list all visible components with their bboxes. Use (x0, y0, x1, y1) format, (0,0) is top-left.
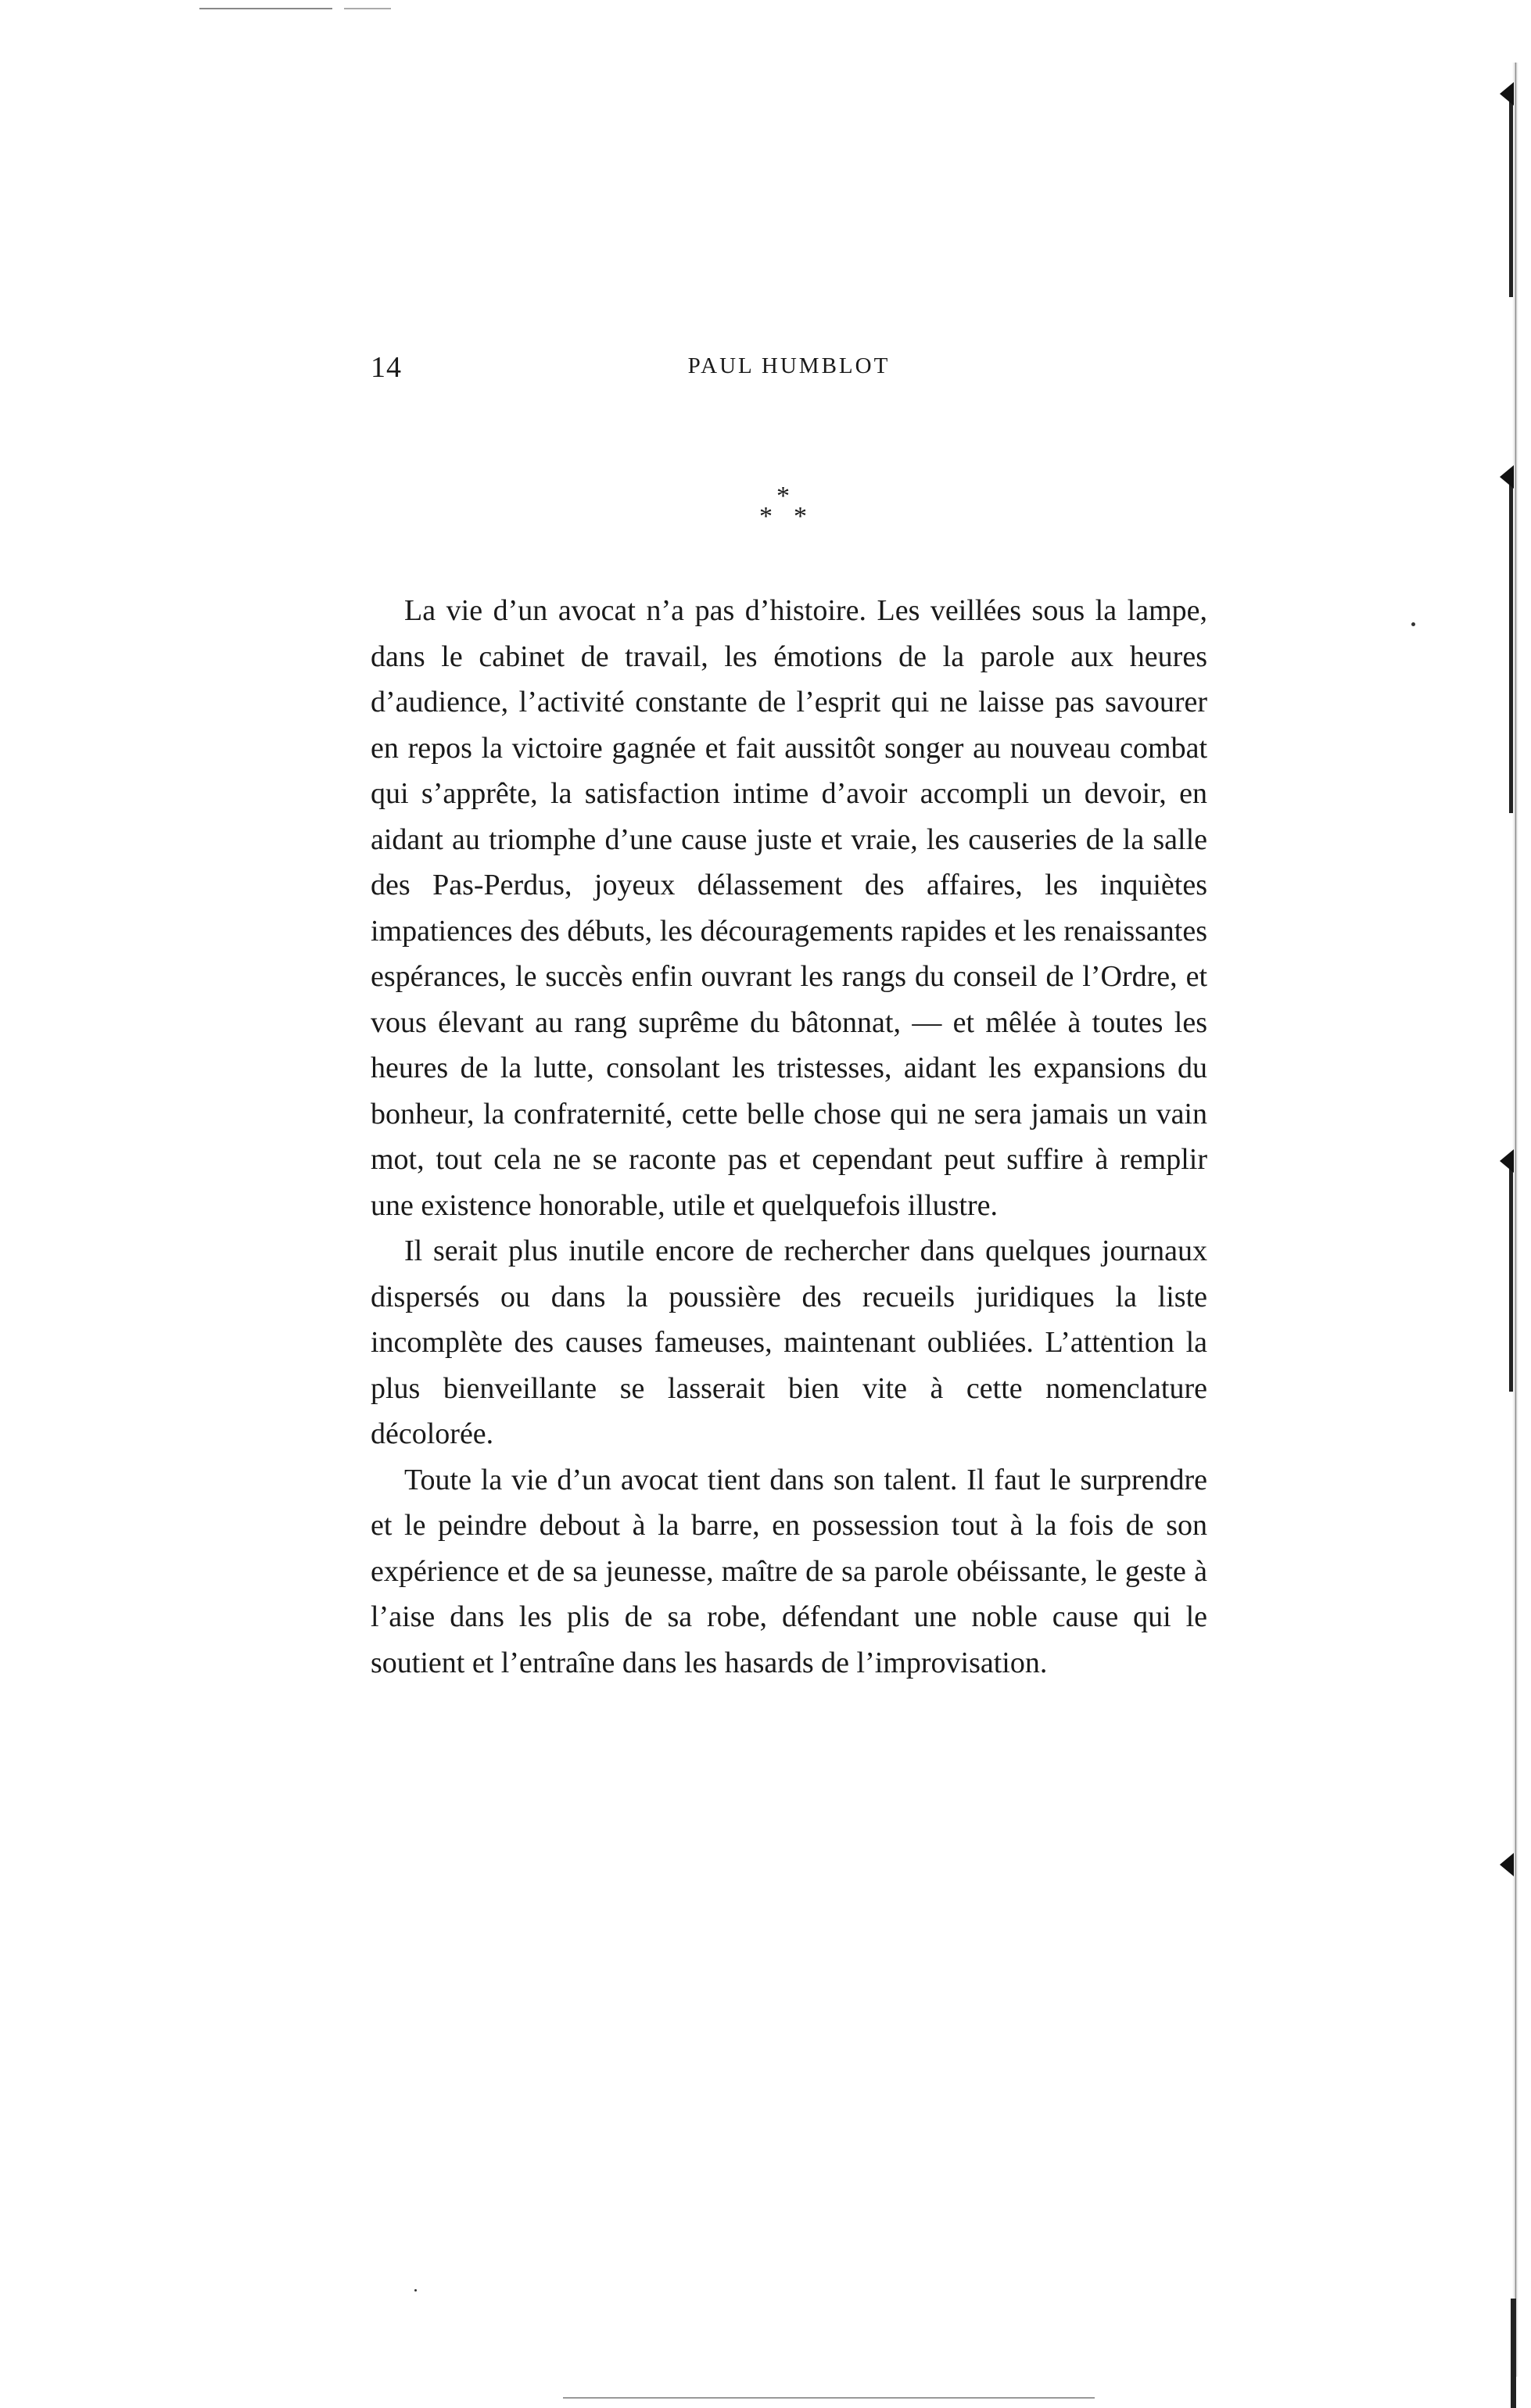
section-asterism (747, 483, 825, 538)
scan-edge-mark (1500, 465, 1514, 489)
asterism-star: * (759, 502, 773, 531)
scan-edge-mark (1500, 1149, 1514, 1173)
scan-edge-shadow (1509, 1157, 1513, 1392)
scan-top-rule-short (344, 8, 391, 9)
scan-edge-shadow (1509, 485, 1513, 813)
paragraph: Il serait plus inutile encore de rechercher dans quelques journaux dispersés ou dans la poussière des recueils juridiques la liste incomplète des causes fameuses, maintenant oubliées. L’attention la plus bienveillante se lasserait bien vite à cette nomenclature décolorée. (371, 1234, 1207, 1450)
paragraph: Toute la vie d’un avocat tient dans son talent. Il faut le surprendre et le peindre debout à la barre, en possession tout à la fois de son expérience et de sa jeunesse, maître de sa parole obéissante, le geste à l’aise dans les plis de sa robe, défendant une noble cause qui le soutient et l’entraîne dans les hasards de l’improvisation. (371, 1463, 1207, 1679)
scan-edge-shadow (1511, 2299, 1516, 2408)
body-text (371, 588, 1207, 1686)
running-title: PAUL HUMBLOT (687, 353, 891, 378)
asterism-star: * (776, 482, 790, 511)
asterism-star: * (794, 502, 807, 531)
scan-bottom-rule (563, 2397, 1095, 2399)
scan-edge-shadow (1509, 94, 1513, 297)
scan-speck (414, 2289, 417, 2292)
paragraph: La vie d’un avocat n’a pas d’histoire. Les veillées sous la lampe, dans le cabinet de travail, les émotions de la parole aux heures d’audience, l’activité constante de l’esprit qui ne laisse pas savourer en repos la victoire gagnée et fait aussitôt songer au nouveau combat qui s’apprête, la satisfaction intime d’avoir accompli un devoir, en aidant au triomphe d’une cause juste et vraie, les causeries de la salle des Pas-Perdus, joyeux délassement des affaires, les inquiètes impatiences des débuts, les découragements rapides et les renaissantes espérances, le succès enfin ouvrant les rangs du conseil de l’Ordre, et vous élevant au rang suprême du bâtonnat, — et mêlée à toutes les heures de la lutte, consolant les tristesses, aidant les expansions du bonheur, la confraternité, cette belle chose qui ne sera jamais un vain mot, tout cela ne se raconte pas et cependant peut suffire à remplir une existence honorable, utile et quelquefois illustre. (371, 594, 1207, 1222)
scan-edge-mark (1500, 1853, 1514, 1876)
scan-top-rule (199, 8, 332, 9)
scan-edge-mark (1500, 82, 1514, 106)
page-header (371, 350, 1207, 389)
page-number: 14 (371, 351, 402, 384)
scan-speck (1411, 622, 1415, 626)
scan-right-edge (1512, 63, 1518, 2377)
